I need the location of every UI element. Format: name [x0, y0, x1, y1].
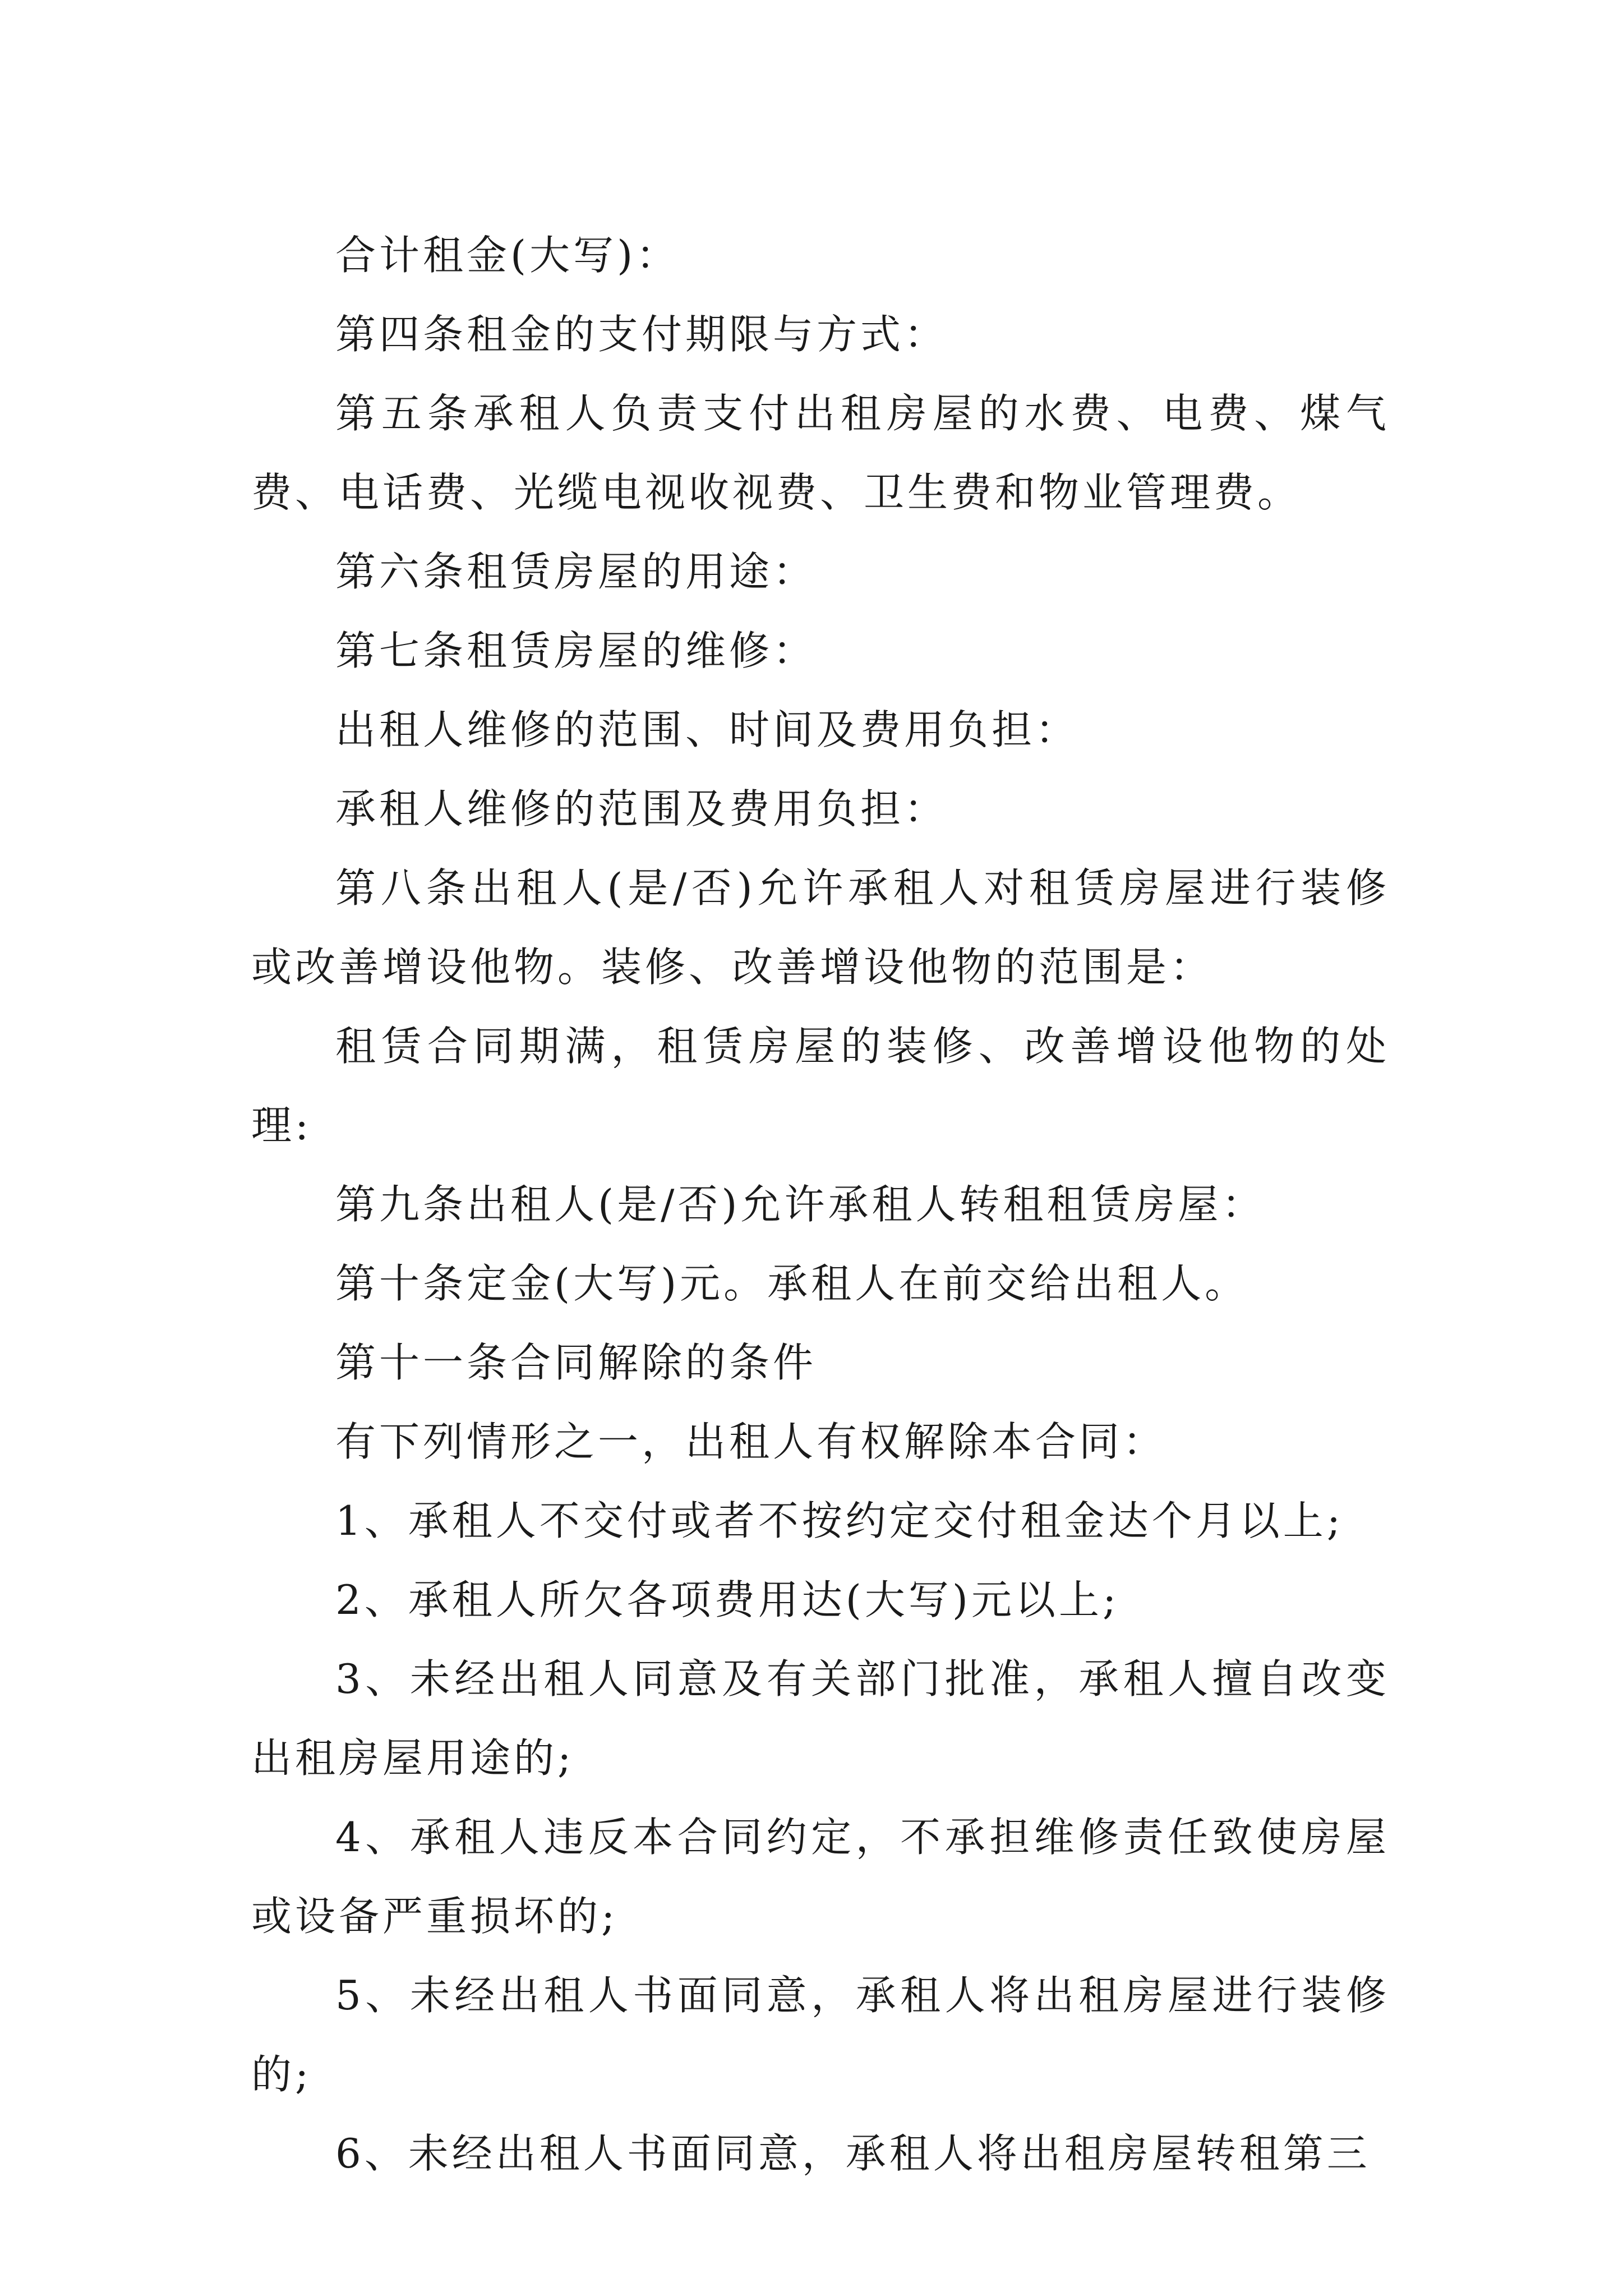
list-item-5: 5、未经出租人书面同意，承租人将出租房屋进行装修的; — [251, 1972, 1390, 2098]
paragraph-article-11: 第十一条合同解除的条件 — [335, 1339, 817, 1386]
list-item-2: 2、承租人所欠各项费用达(大写)元以上; — [335, 1576, 1120, 1623]
paragraph-article-4: 第四条租金的支付期限与方式： — [335, 311, 948, 358]
paragraph-article-7: 第七条租赁房屋的维修： — [335, 627, 817, 674]
list-item-4: 4、承租人违反本合同约定，不承担维修责任致使房屋或设备严重损坏的; — [251, 1814, 1390, 1940]
paragraph-article-9: 第九条出租人(是/否)允许承租人转租租赁房屋： — [335, 1181, 1266, 1228]
list-item-3: 3、未经出租人同意及有关部门批准，承租人擅自改变出租房屋用途的; — [251, 1655, 1390, 1782]
paragraph-termination-intro: 有下列情形之一，出租人有权解除本合同： — [335, 1418, 1167, 1465]
paragraph-expiry-handling: 租赁合同期满，租赁房屋的装修、改善增设他物的处理: — [251, 1023, 1390, 1149]
list-item-1: 1、承租人不交付或者不按约定交付租金达个月以上; — [335, 1497, 1344, 1544]
paragraph-article-5: 第五条承租人负责支付出租房屋的水费、电费、煤气费、电话费、光缆电视收视费、卫生费和物业管理费。 — [251, 390, 1390, 516]
paragraph-article-10: 第十条定金(大写)元。承租人在前交给出租人。 — [335, 1260, 1249, 1307]
list-item-6: 6、未经出租人书面同意，承租人将出租房屋转租第三 — [335, 2130, 1371, 2177]
paragraph-total-rent: 合计租金(大写)： — [335, 232, 680, 279]
paragraph-lessee-repair: 承租人维修的范围及费用负担： — [335, 785, 948, 832]
paragraph-lessor-repair: 出租人维修的范围、时间及费用负担： — [335, 706, 1080, 753]
paragraph-article-8: 第八条出租人(是/否)允许承租人对租赁房屋进行装修或改善增设他物。装修、改善增设他物的范围是： — [251, 864, 1390, 991]
document-body — [251, 216, 1390, 2193]
paragraph-article-6: 第六条租赁房屋的用途： — [335, 548, 817, 595]
